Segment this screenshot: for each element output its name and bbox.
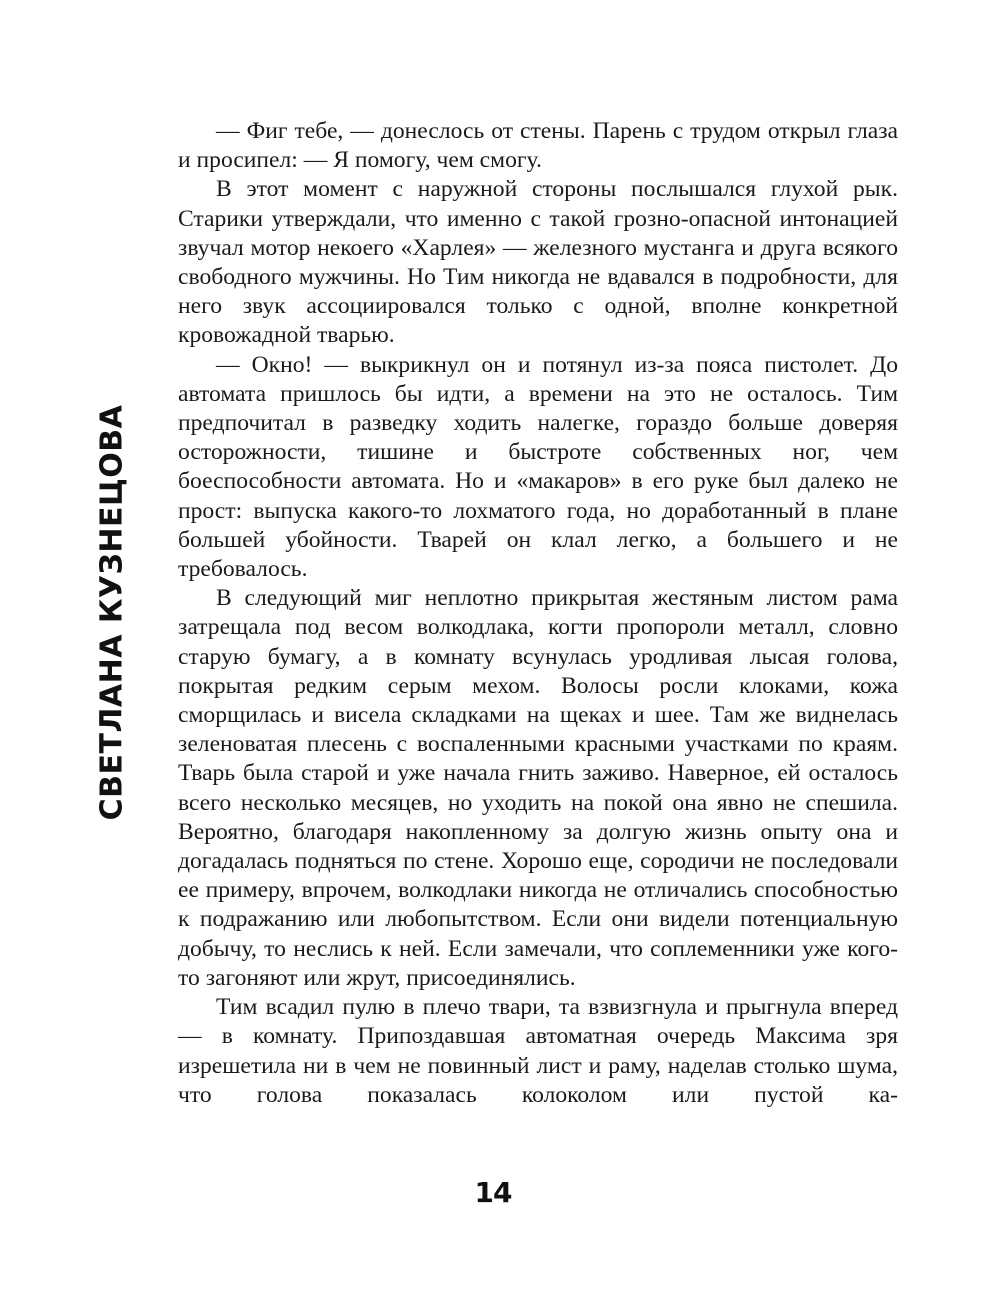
paragraph-2: В этот момент с наружной стороны послышался глухой рык. Старики утверждали, что именно с такой грозно-опасной интонацией звучал мотор некоего «Харлея» — железного мустанга и друга всякого свободного мужчины. Но Тим никогда не вдавался в подробности, для него звук ассоциировался только с одной, вполне конкретной кровожадной тварью. [178, 176, 898, 349]
running-head-author [92, 404, 132, 820]
page-number: 14 [474, 1176, 512, 1209]
paragraph-4: В следующий миг неплотно прикрытая жестяным листом рама затрещала под весом волкодлака, когти пропороли металл, словно старую бумагу, а в комнату всунулась уродливая лысая голова, покрытая редким серым мехом. Волосы росли клоками, кожа сморщилась и висела складками на щеках и шее. Там же виднелась зеленоватая плесень с воспаленными красными участками по краям. Тварь была старой и уже начала гнить заживо. Наверное, ей осталось всего несколько месяцев, но уходить на покой она явно не спешила. Вероятно, благодаря накопленному за долгую жизнь опыту она и догадалась подняться по стене. Хорошо еще, сородичи не последовали ее примеру, впрочем, волкодлаки никогда не отличались способностью к подражанию или любопытством. Если они видели потенциальную добычу, то неслись к ней. Если замечали, что соплеменники уже кого-то загоняют или жрут, присоединялись. [178, 585, 898, 991]
author-name: СВЕТЛАНА КУЗНЕЦОВА [94, 404, 130, 820]
paragraph-5: Тим всадил пулю в плечо твари, та взвизгнула и прыгнула вперед — в комнату. Припоздавшая автоматная очередь Максима зря изрешетила ни в чем не повинный лист и раму, наделав столько шума, что голова показалась колоколом или пустой ка- [178, 994, 898, 1108]
paragraph-1: — Фиг тебе, — донеслось от стены. Парень с трудом открыл глаза и просипел: — Я помогу, чем смогу. [178, 118, 898, 174]
body-text [178, 117, 898, 1110]
paragraph-3: — Окно! — выкрикнул он и потянул из-за пояса пистолет. До автомата пришлось бы идти, а времени на это не осталось. Тим предпочитал в разведку ходить налегке, гораздо больше доверяя осторожности, тишине и быстроте собственных ног, чем боеспособности автомата. Но и «макаров» в его руке был далеко не прост: выпуска какого-то лохматого года, но доработанный в плане большей убойности. Тварей он клал легко, а большего и не требовалось. [178, 351, 898, 583]
